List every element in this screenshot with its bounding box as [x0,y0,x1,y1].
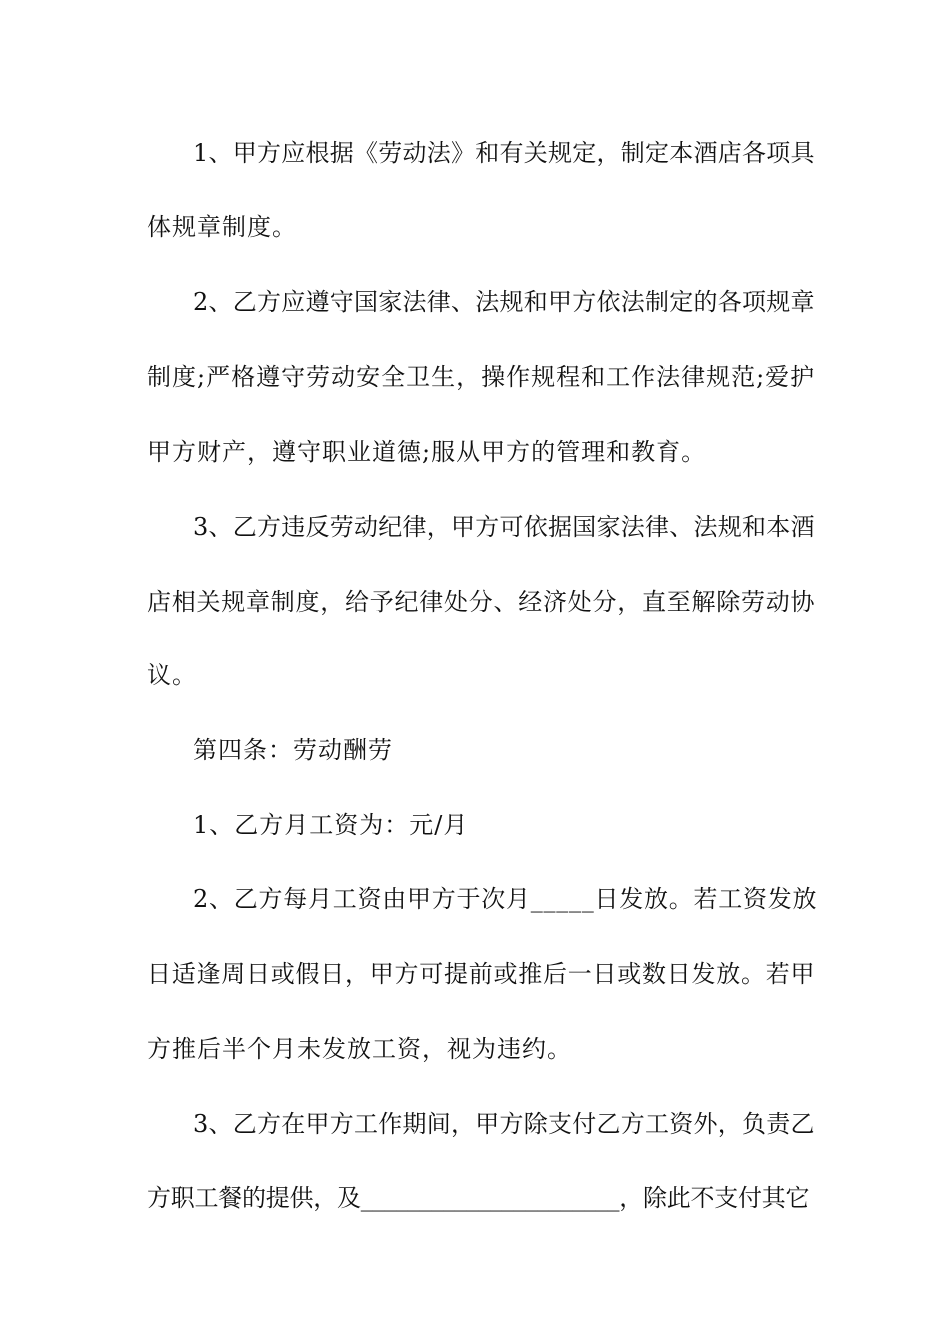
paragraph-line: 店相关规章制度，给予纪律处分、经济处分，直至解除劳动协 [147,588,816,616]
paragraph-line: 2、乙方应遵守国家法律、法规和甲方依法制定的各项规章 [193,288,815,316]
paragraph-line: 甲方财产，遵守职业道德;服从甲方的管理和教育。 [147,438,707,466]
paragraph-line: 1、乙方月工资为：元/月 [193,811,469,839]
paragraph-line: 2、乙方每月工资由甲方于次月_____日发放。若工资发放 [193,885,818,913]
paragraph-line: 议。 [147,661,197,689]
section-heading: 第四条：劳动酬劳 [193,736,393,764]
paragraph-line: 体规章制度。 [147,213,297,241]
paragraph-line: 3、乙方违反劳动纪律，甲方可依据国家法律、法规和本酒 [193,513,815,541]
paragraph-line: 3、乙方在甲方工作期间，甲方除支付乙方工资外，负责乙 [193,1110,815,1138]
paragraph-line: 制度;严格遵守劳动安全卫生，操作规程和工作法律规范;爱护 [147,363,816,391]
paragraph-line: 1、甲方应根据《劳动法》和有关规定，制定本酒店各项具 [193,139,815,167]
paragraph-line: 方推后半个月未发放工资，视为违约。 [147,1035,572,1063]
paragraph-line: 日适逢周日或假日，甲方可提前或推后一日或数日发放。若甲 [147,960,816,988]
paragraph-line: 方职工餐的提供，及______________________，除此不支付其它 [147,1184,810,1212]
